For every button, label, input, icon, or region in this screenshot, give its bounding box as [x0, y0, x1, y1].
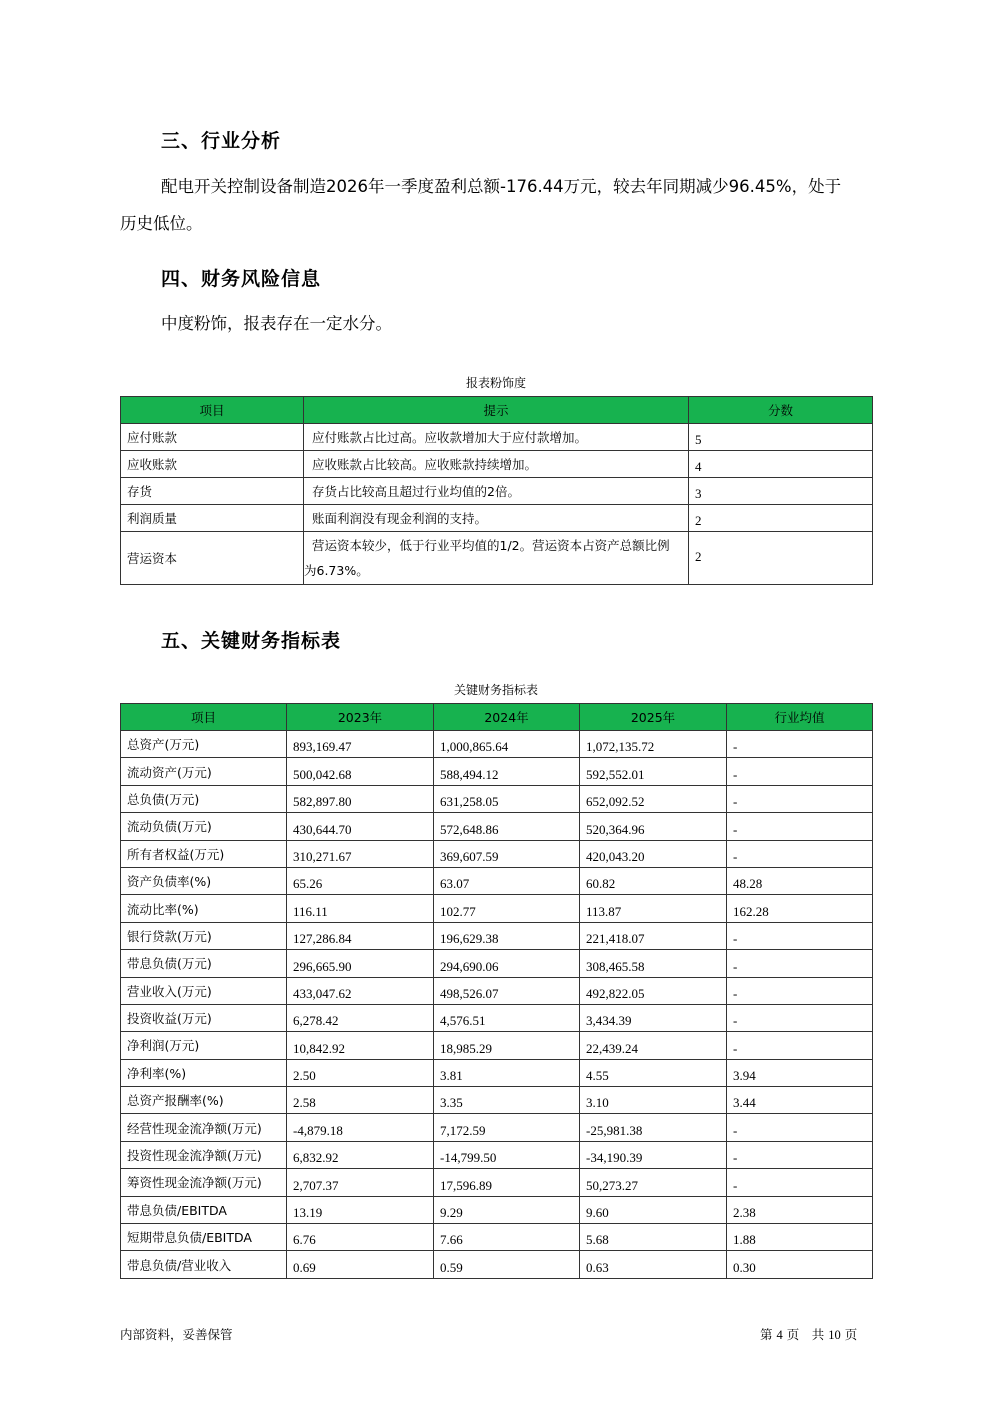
- page-current: 4: [776, 1328, 783, 1342]
- kpi-value: -25,981.38: [580, 1114, 727, 1141]
- kpi-value: 116.11: [287, 895, 434, 922]
- kpi-value: 420,043.20: [580, 840, 727, 867]
- table-row: [121, 1059, 873, 1086]
- table-row: [121, 1141, 873, 1168]
- table-row: [121, 478, 873, 505]
- kpi-item: 投资收益(万元): [121, 1004, 287, 1031]
- kpi-value: 2.50: [287, 1059, 434, 1086]
- table-row: [121, 977, 873, 1004]
- table-row: [121, 1224, 873, 1251]
- kpi-value: 13.19: [287, 1196, 434, 1223]
- kpi-value: 18,985.29: [434, 1032, 580, 1059]
- kpi-item: 带息负债/营业收入: [121, 1251, 287, 1278]
- kpi-item: 总负债(万元): [121, 785, 287, 812]
- kpi-value: 0.30: [727, 1251, 873, 1278]
- kpi-item: 所有者权益(万元): [121, 840, 287, 867]
- page-total: 10: [828, 1328, 841, 1342]
- kpi-value: 162.28: [727, 895, 873, 922]
- kpi-value: 3.10: [580, 1087, 727, 1114]
- kpi-value: -: [727, 950, 873, 977]
- kpi-value: 296,665.90: [287, 950, 434, 977]
- kpi-value: 0.59: [434, 1251, 580, 1278]
- kpi-value: 4,576.51: [434, 1004, 580, 1031]
- kpi-header-2024: 2024年: [434, 704, 580, 731]
- risk-tip: 应付账款占比过高。应收款增加大于应付款增加。: [304, 424, 689, 451]
- risk-header-score: 分数: [689, 397, 873, 424]
- table-row: [121, 840, 873, 867]
- kpi-item: 营业收入(万元): [121, 977, 287, 1004]
- kpi-value: 102.77: [434, 895, 580, 922]
- risk-item: 应付账款: [121, 424, 304, 451]
- table-row: [121, 532, 873, 585]
- kpi-value: 572,648.86: [434, 813, 580, 840]
- kpi-value: -: [727, 922, 873, 949]
- kpi-value: -4,879.18: [287, 1114, 434, 1141]
- kpi-value: 310,271.67: [287, 840, 434, 867]
- risk-tip: [304, 532, 689, 585]
- table-row: [121, 922, 873, 949]
- kpi-value: -: [727, 731, 873, 758]
- table-row: [121, 895, 873, 922]
- table-row: [121, 451, 873, 478]
- section3-para-line2: 历史低位。: [120, 214, 203, 233]
- kpi-value: 520,364.96: [580, 813, 727, 840]
- kpi-item: 短期带息负债/EBITDA: [121, 1224, 287, 1251]
- kpi-value: 3.35: [434, 1087, 580, 1114]
- risk-item: 应收账款: [121, 451, 304, 478]
- kpi-item: 流动资产(万元): [121, 758, 287, 785]
- risk-table: [120, 396, 873, 585]
- section4-para: 中度粉饰，报表存在一定水分。: [161, 314, 392, 333]
- kpi-value: 221,418.07: [580, 922, 727, 949]
- kpi-value: 2.58: [287, 1087, 434, 1114]
- kpi-item: 总资产(万元): [121, 731, 287, 758]
- kpi-value: 582,897.80: [287, 785, 434, 812]
- kpi-value: 5.68: [580, 1224, 727, 1251]
- kpi-value: -: [727, 1032, 873, 1059]
- kpi-item: 流动比率(%): [121, 895, 287, 922]
- kpi-value: 50,273.27: [580, 1169, 727, 1196]
- kpi-value: -: [727, 1141, 873, 1168]
- kpi-value: 0.69: [287, 1251, 434, 1278]
- table-row: [121, 1004, 873, 1031]
- risk-item: 利润质量: [121, 505, 304, 532]
- kpi-value: 2.38: [727, 1196, 873, 1223]
- kpi-value: 500,042.68: [287, 758, 434, 785]
- risk-tip-line2: 为6.73%。: [304, 563, 369, 578]
- kpi-value: -: [727, 977, 873, 1004]
- kpi-value: 631,258.05: [434, 785, 580, 812]
- kpi-value: 3,434.39: [580, 1004, 727, 1031]
- risk-score: 3: [689, 478, 873, 505]
- kpi-item: 银行贷款(万元): [121, 922, 287, 949]
- table-row: [121, 758, 873, 785]
- kpi-value: 893,169.47: [287, 731, 434, 758]
- kpi-value: 1,072,135.72: [580, 731, 727, 758]
- kpi-value: 63.07: [434, 867, 580, 894]
- table-row: [121, 950, 873, 977]
- kpi-value: 48.28: [727, 867, 873, 894]
- kpi-value: -: [727, 1169, 873, 1196]
- kpi-table-caption: 关键财务指标表: [453, 683, 538, 697]
- kpi-header-2023: 2023年: [287, 704, 434, 731]
- table-row: [121, 867, 873, 894]
- kpi-value: 308,465.58: [580, 950, 727, 977]
- kpi-value: 60.82: [580, 867, 727, 894]
- section3-para-line1: 配电开关控制设备制造2026年一季度盈利总额-176.44万元，较去年同期减少96.45%，处于: [161, 177, 842, 196]
- kpi-item: 带息负债(万元): [121, 950, 287, 977]
- kpi-value: -: [727, 813, 873, 840]
- kpi-value: -: [727, 1004, 873, 1031]
- risk-score: 5: [689, 424, 873, 451]
- table-row: [121, 424, 873, 451]
- kpi-value: -14,799.50: [434, 1141, 580, 1168]
- risk-table-header-row: [121, 397, 873, 424]
- kpi-item: 带息负债/EBITDA: [121, 1196, 287, 1223]
- risk-score: 2: [689, 505, 873, 532]
- section4-heading: 四、财务风险信息: [161, 268, 322, 290]
- kpi-value: 6,278.42: [287, 1004, 434, 1031]
- risk-header-item: 项目: [121, 397, 304, 424]
- risk-table-caption: 报表粉饰度: [465, 376, 526, 390]
- kpi-value: 6.76: [287, 1224, 434, 1251]
- risk-item: 存货: [121, 478, 304, 505]
- kpi-value: 127,286.84: [287, 922, 434, 949]
- risk-tip: 应收账款占比较高。应收账款持续增加。: [304, 451, 689, 478]
- kpi-value: -: [727, 785, 873, 812]
- kpi-item: 资产负债率(%): [121, 867, 287, 894]
- page-mid: 页 共: [786, 1327, 825, 1342]
- page-suffix: 页: [844, 1327, 858, 1342]
- kpi-value: -: [727, 758, 873, 785]
- kpi-value: 1.88: [727, 1224, 873, 1251]
- kpi-value: 17,596.89: [434, 1169, 580, 1196]
- footer-note: 内部资料，妥善保管: [120, 1327, 233, 1342]
- section3-heading: 三、行业分析: [161, 130, 282, 152]
- kpi-value: 294,690.06: [434, 950, 580, 977]
- kpi-value: 369,607.59: [434, 840, 580, 867]
- kpi-value: -: [727, 840, 873, 867]
- kpi-item: 净利润(万元): [121, 1032, 287, 1059]
- kpi-value: 433,047.62: [287, 977, 434, 1004]
- table-row: [121, 785, 873, 812]
- kpi-value: 9.29: [434, 1196, 580, 1223]
- kpi-value: 196,629.38: [434, 922, 580, 949]
- table-row: [121, 505, 873, 532]
- kpi-value: 592,552.01: [580, 758, 727, 785]
- risk-tip: 存货占比较高且超过行业均值的2倍。: [304, 478, 689, 505]
- table-row: [121, 1032, 873, 1059]
- kpi-value: 3.44: [727, 1087, 873, 1114]
- kpi-item: 经营性现金流净额(万元): [121, 1114, 287, 1141]
- table-row: [121, 1114, 873, 1141]
- kpi-value: 10,842.92: [287, 1032, 434, 1059]
- kpi-header-2025: 2025年: [580, 704, 727, 731]
- risk-tip-line1: 营运资本较少，低于行业平均值的1/2。营运资本占资产总额比例: [312, 538, 670, 553]
- table-row: [121, 1087, 873, 1114]
- kpi-value: 4.55: [580, 1059, 727, 1086]
- kpi-value: 498,526.07: [434, 977, 580, 1004]
- risk-score: 2: [689, 532, 873, 585]
- kpi-item: 筹资性现金流净额(万元): [121, 1169, 287, 1196]
- kpi-item: 总资产报酬率(%): [121, 1087, 287, 1114]
- kpi-header-item: 项目: [121, 704, 287, 731]
- kpi-value: -34,190.39: [580, 1141, 727, 1168]
- table-row: [121, 813, 873, 840]
- kpi-value: 492,822.05: [580, 977, 727, 1004]
- kpi-value: 7,172.59: [434, 1114, 580, 1141]
- page-prefix: 第: [760, 1327, 773, 1342]
- table-row: [121, 1196, 873, 1223]
- kpi-value: 22,439.24: [580, 1032, 727, 1059]
- risk-score: 4: [689, 451, 873, 478]
- page-indicator: [760, 1325, 857, 1343]
- kpi-header-industry-avg: 行业均值: [727, 704, 873, 731]
- kpi-value: 7.66: [434, 1224, 580, 1251]
- risk-header-tip: 提示: [304, 397, 689, 424]
- kpi-value: -: [727, 1114, 873, 1141]
- section5-heading: 五、关键财务指标表: [161, 630, 342, 652]
- kpi-value: 9.60: [580, 1196, 727, 1223]
- kpi-item: 流动负债(万元): [121, 813, 287, 840]
- table-row: [121, 1251, 873, 1278]
- kpi-value: 0.63: [580, 1251, 727, 1278]
- kpi-item: 净利率(%): [121, 1059, 287, 1086]
- risk-tip: 账面利润没有现金利润的支持。: [304, 505, 689, 532]
- kpi-table: [120, 703, 873, 1279]
- risk-item: 营运资本: [121, 532, 304, 585]
- kpi-value: 6,832.92: [287, 1141, 434, 1168]
- table-row: [121, 1169, 873, 1196]
- kpi-value: 113.87: [580, 895, 727, 922]
- kpi-value: 3.94: [727, 1059, 873, 1086]
- table-row: [121, 731, 873, 758]
- kpi-value: 1,000,865.64: [434, 731, 580, 758]
- kpi-value: 588,494.12: [434, 758, 580, 785]
- kpi-value: 652,092.52: [580, 785, 727, 812]
- kpi-table-header-row: [121, 704, 873, 731]
- kpi-value: 65.26: [287, 867, 434, 894]
- kpi-value: 2,707.37: [287, 1169, 434, 1196]
- kpi-item: 投资性现金流净额(万元): [121, 1141, 287, 1168]
- kpi-value: 430,644.70: [287, 813, 434, 840]
- kpi-value: 3.81: [434, 1059, 580, 1086]
